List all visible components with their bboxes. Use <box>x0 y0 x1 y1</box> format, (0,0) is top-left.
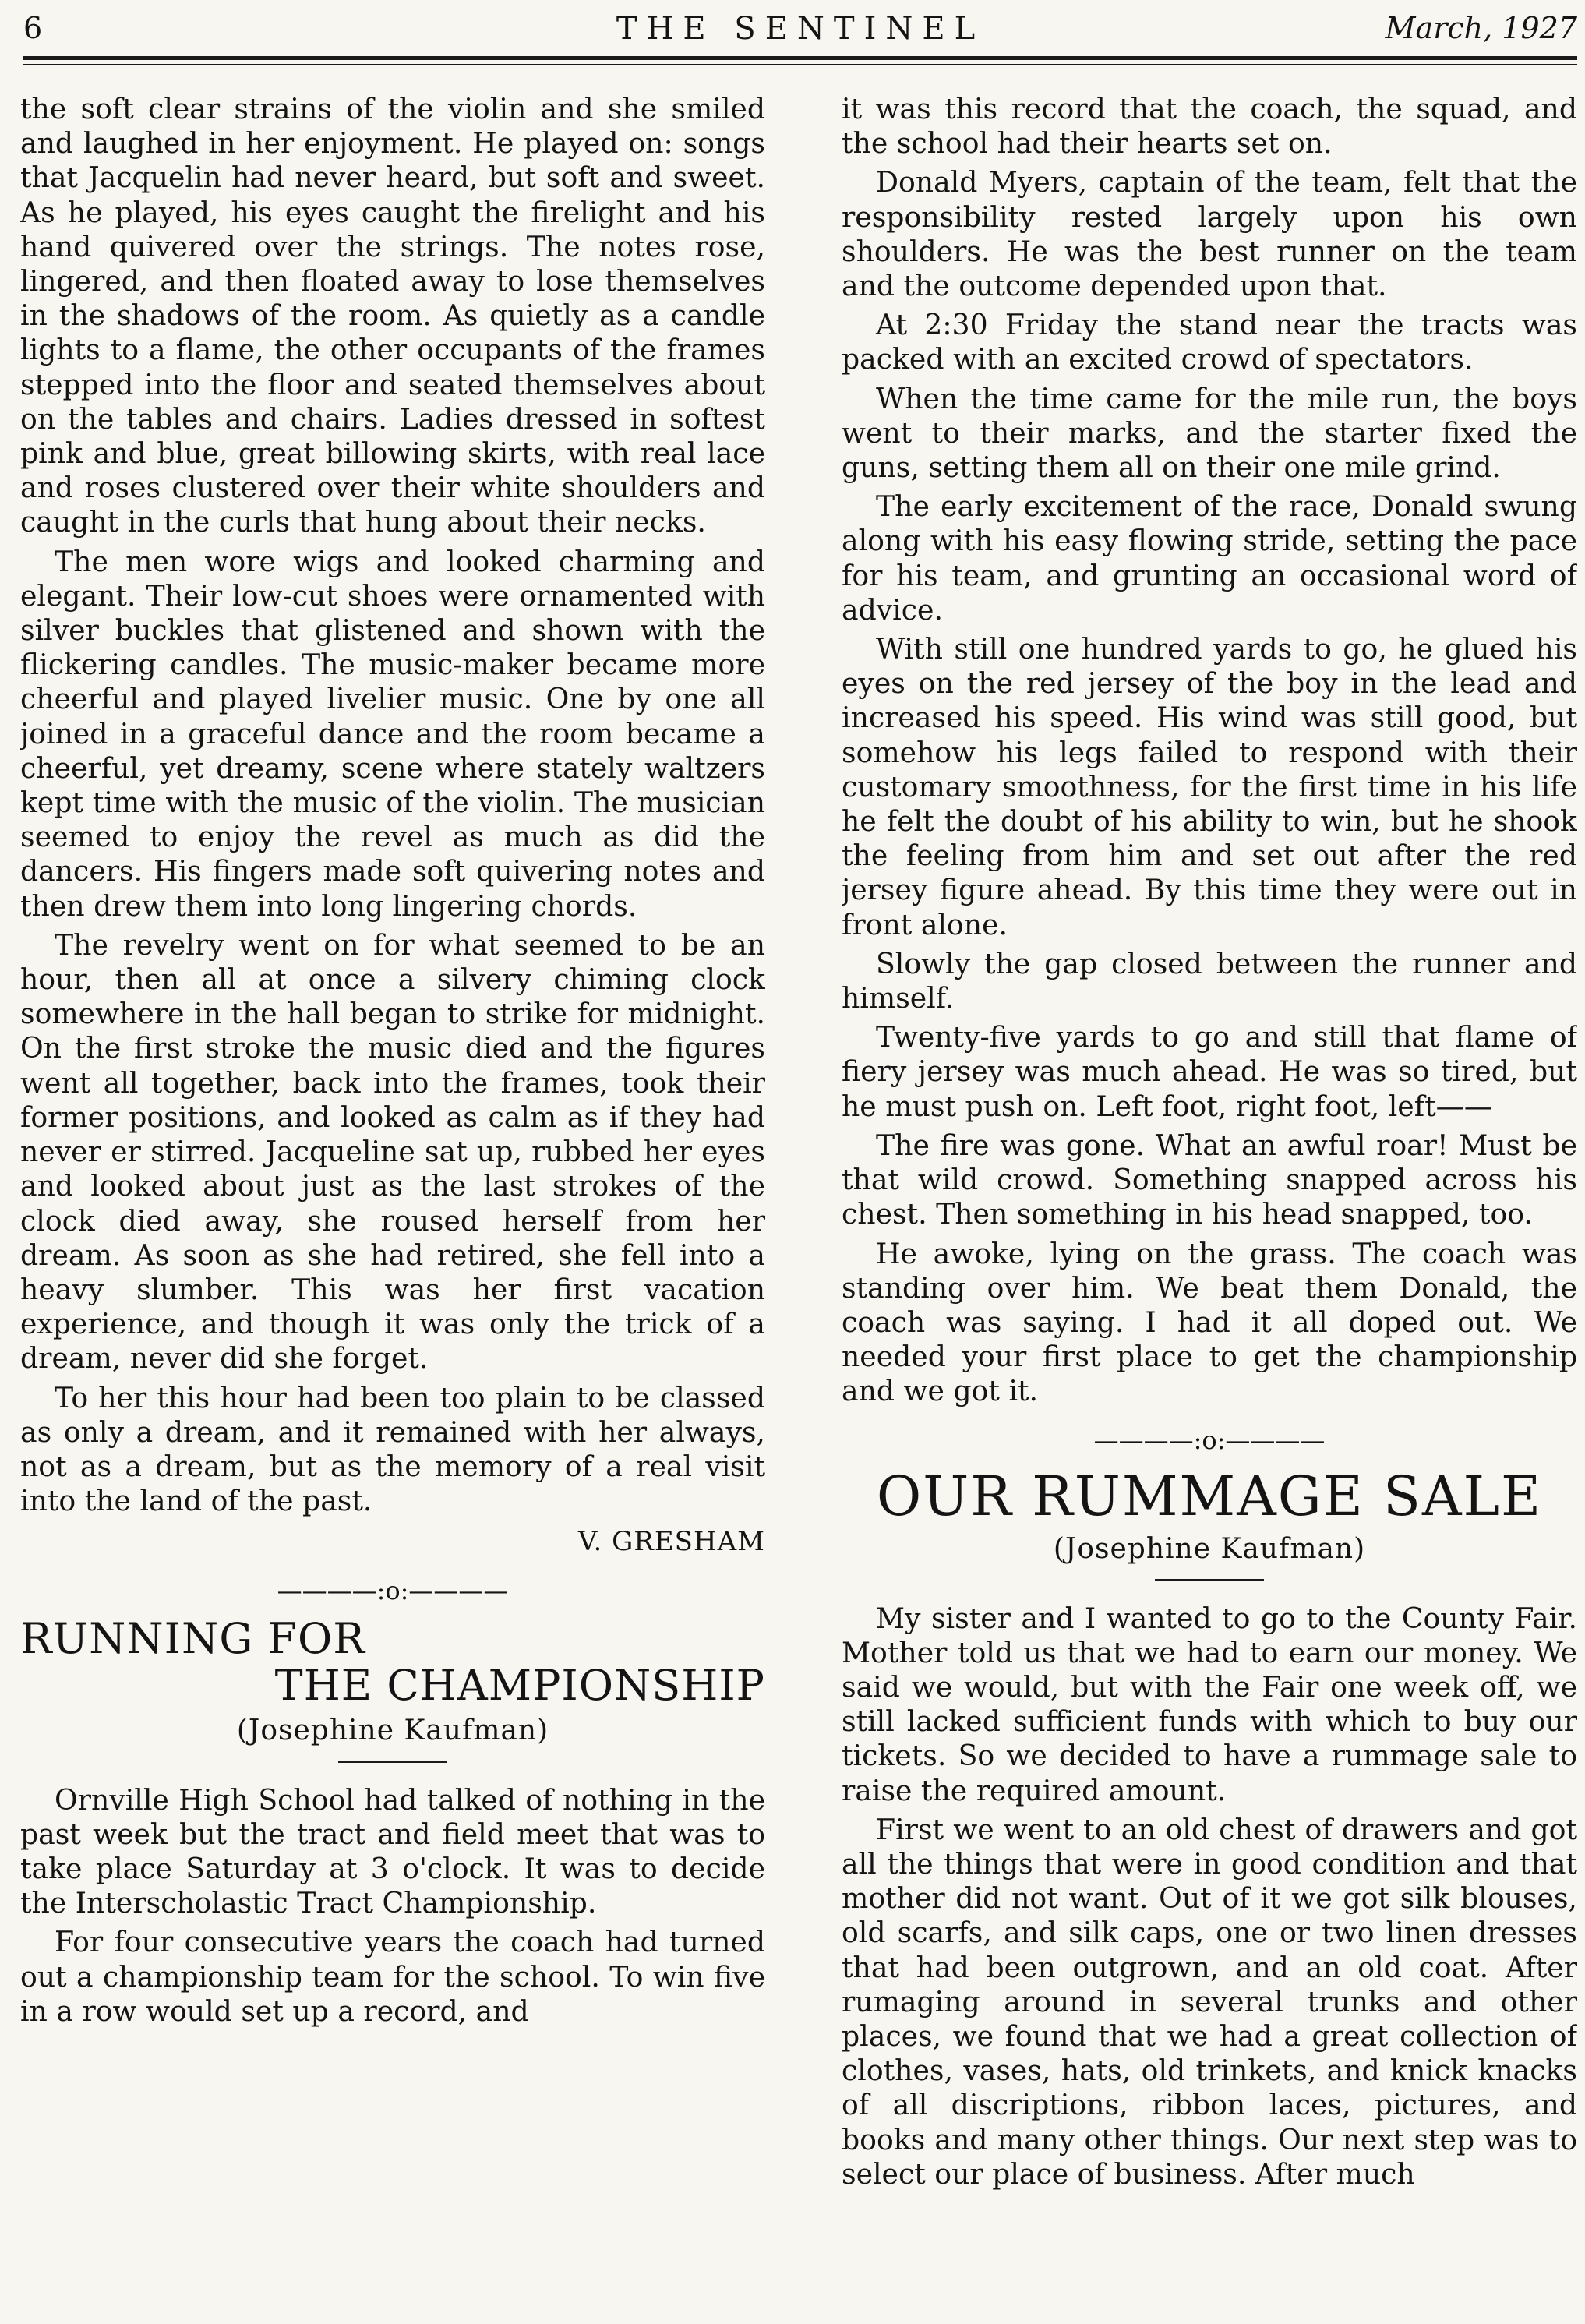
article-title: OUR RUMMAGE SALE <box>876 1464 1543 1528</box>
paragraph: My sister and I wanted to go to the County Fair. Mother told us that we had to earn our money. We said we would, but with the Fair one week off, we still lacked sufficient funds with which to buy our tickets. So we decided to have a rummage sale to raise the required amount. <box>842 1601 1577 1807</box>
section-separator: ————:o:———— <box>1093 1425 1326 1455</box>
byline-rule <box>1155 1579 1264 1581</box>
paragraph: The revelry went on for what seemed to be an hour, then all at once a silvery chiming clock somewhere in the hall began to strike for midnight. On the first stroke the music died and the figures went all together, back into the frames, took their former positions, and looked as calm as if they had never er stirred. Jacqueline sat up, rubbed her eyes and looked about just as the last strokes of the clock died away, she roused herself from her dream. As soon as she had retired, she fell into a heavy slumber. This was her first vacation experience, and though it was only the trick of a dream, never did she forget. <box>20 927 765 1376</box>
paragraph: it was this record that the coach, the squad, and the school had their hearts set on. <box>842 92 1577 161</box>
paragraph: At 2:30 Friday the stand near the tracts was packed with an excited crowd of spectators. <box>842 308 1577 376</box>
paragraph: Donald Myers, captain of the team, felt that the responsibility rested largely upon his own shoulders. He was the best runner on the team and the outcome depended upon that. <box>842 165 1577 303</box>
author-signature: V. GRESHAM <box>577 1526 765 1558</box>
paragraph: The fire was gone. What an awful roar! Must be that wild crowd. Something snapped across his chest. Then something in his head snapped, too. <box>842 1128 1577 1231</box>
page-number: 6 <box>23 11 43 45</box>
left-column <box>20 92 765 2321</box>
paragraph: With still one hundred yards to go, he glued his eyes on the red jersey of the boy in the lead and increased his speed. His wind was still good, but somehow his legs failed to respond with their customary smoothness, for the first time in his life he felt the doubt of his ability to win, but he shook the feeling from him and set out after the red jersey figure ahead. By this time they were out in front alone. <box>842 632 1577 941</box>
publication-title: THE SENTINEL <box>616 11 985 47</box>
paragraph: To her this hour had been too plain to be classed as only a dream, and it remained with her always, not as a dream, but as the memory of a real visit into the land of the past. <box>20 1380 765 1518</box>
header-rule-thick <box>23 56 1577 60</box>
paragraph: Slowly the gap closed between the runner and himself. <box>842 946 1577 1015</box>
paragraph: Ornville High School had talked of nothing in the past week but the tract and field meet that was to take place Saturday at 3 o'clock. It was to decide the Interscholastic Tract Championship. <box>20 1782 765 1920</box>
page-header <box>23 5 1577 55</box>
article-title-line1: RUNNING FOR <box>20 1613 365 1663</box>
header-rule-thin <box>23 64 1577 65</box>
paragraph: When the time came for the mile run, the boys went to their marks, and the starter fixed the guns, setting them all on their one mile grind. <box>842 381 1577 485</box>
paragraph: The early excitement of the race, Donald swung along with his easy flowing stride, setting the pace for his team, and grunting an occasional word of advice. <box>842 489 1577 627</box>
paragraph: the soft clear strains of the violin and she smiled and laughed in her enjoyment. He played on: songs that Jacquelin had never heard, but soft and sweet. As he played, his eyes caught the firelight and his hand quivered over the strings. The notes rose, lingered, and then floated away to lose themselves in the shadows of the room. As quietly as a candle lights to a flame, the other occupants of the frames stepped into the floor and seated themselves about on the tables and chairs. Ladies dressed in softest pink and blue, great billowing skirts, with real lace and roses clustered over their white shoulders and caught in the curls that hung about their necks. <box>20 92 765 539</box>
article-title-line2: THE CHAMPIONSHIP <box>274 1660 765 1710</box>
issue-date: March, 1927 <box>1385 11 1577 45</box>
byline-rule <box>338 1761 447 1763</box>
paragraph: Twenty-five yards to go and still that flame of fiery jersey was much ahead. He was so tired, but he must push on. Left foot, right foot, left—— <box>842 1020 1577 1123</box>
article-byline: (Josephine Kaufman) <box>236 1714 549 1747</box>
paragraph: The men wore wigs and looked charming and elegant. Their low-cut shoes were ornamented with silver buckles that glistened and shown with the flickering candles. The music-maker became more cheerful and played livelier music. One by one all joined in a graceful dance and the room became a cheerful, yet dreamy, scene where stately waltzers kept time with the music of the violin. The musician seemed to enjoy the revel as much as did the dancers. His fingers made soft quivering notes and then drew them into long lingering chords. <box>20 544 765 923</box>
right-column <box>842 92 1577 2321</box>
section-separator: ————:o:———— <box>277 1575 509 1605</box>
paragraph: First we went to an old chest of drawers and got all the things that were in good condition and that mother did not want. Out of it we got silk blouses, old scarfs, and silk caps, one or two linen dresses that had been outgrown, and an old coat. After rumaging around in several trunks and other places, we found that we had a great collection of clothes, vases, hats, old trinkets, and knick knacks of all discriptions, ribbon laces, pictures, and books and many other things. Our next step was to select our place of business. After much <box>842 1812 1577 2191</box>
paragraph: For four consecutive years the coach had turned out a championship team for the school. To win five in a row would set up a record, and <box>20 1925 765 2028</box>
paragraph: He awoke, lying on the grass. The coach was standing over him. We beat them Donald, the coach was saying. I had it all doped out. We needed your first place to get the championship and we got it. <box>842 1236 1577 1408</box>
article-byline: (Josephine Kaufman) <box>1053 1532 1366 1565</box>
